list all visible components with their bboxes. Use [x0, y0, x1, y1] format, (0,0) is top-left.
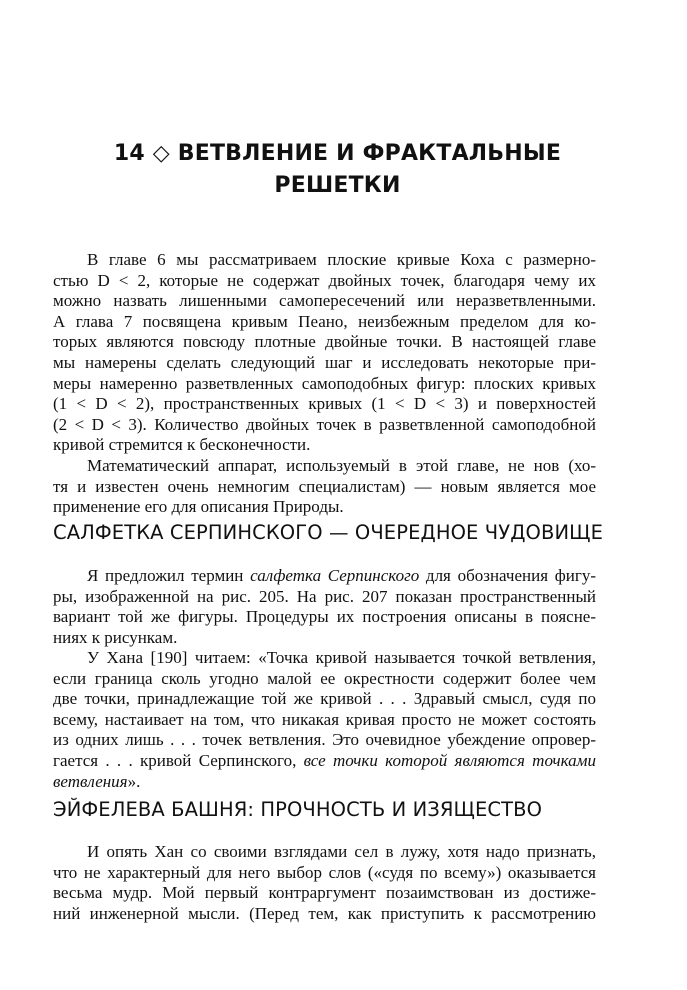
- text-line: [53, 772, 596, 793]
- text-segment: для обозначения фигу-: [419, 566, 597, 585]
- text-segment: Я предложил термин: [87, 566, 251, 585]
- text-line: торых являются повсюду плотные двойные точки. В настоящей главе: [53, 332, 596, 352]
- text-line: ниях к рисункам.: [53, 627, 178, 647]
- text-line: можно назвать лишенными самопересечений или неразветвленными.: [53, 291, 596, 311]
- text-line: (2 < D < 3). Количество двойных точек в разветвленной самоподобной: [53, 414, 596, 434]
- text-line: весьма мудр. Мой первый контраргумент позаимствован из достиже-: [53, 883, 596, 903]
- text-line: И опять Хан со своими взглядами сел в лужу, хотя надо признать,: [87, 842, 596, 861]
- text-line: стью D < 2, которые не содержат двойных точек, благодаря чему их: [53, 270, 596, 290]
- text-line: Математический аппарат, используемый в этой главе, не нов (хо-: [87, 456, 596, 475]
- text-line: ний инженерной мысли. (Перед тем, как приступить к рассмотрению: [53, 903, 596, 923]
- text-line: (1 < D < 2), пространственных кривых (1 < D < 3) и поверхностей: [53, 394, 596, 414]
- emphasis: все точки которой являются точками: [303, 750, 596, 770]
- text-line: [53, 751, 596, 772]
- text-segment: ».: [127, 771, 141, 791]
- emphasis: ветвления: [53, 771, 128, 791]
- intro-paragraph-2: [53, 456, 596, 518]
- text-line: вариант той же фигуры. Процедуры их построения описаны в поясне-: [53, 607, 596, 627]
- text-line: [53, 566, 596, 587]
- text-line: всему, настаивает на том, что никакая кривая просто не может состоять: [53, 709, 596, 729]
- text-line: ры, изображенной на рис. 205. На рис. 207 показан пространственный: [53, 586, 596, 606]
- text-line: меры намеренно разветвленных самоподобных фигур: плоских кривых: [53, 373, 596, 393]
- eiffel-paragraph-1: [53, 842, 596, 924]
- section-heading-sierpinski: САЛФЕТКА СЕРПИНСКОГО — ОЧЕРЕДНОЕ ЧУДОВИЩЕ: [53, 521, 604, 544]
- text-line: А глава 7 посвящена кривым Пеано, неизбежным пределом для ко-: [53, 311, 596, 331]
- text-segment: гается . . . кривой Серпинского,: [53, 750, 304, 770]
- chapter-title: [60, 138, 615, 202]
- text-line: если граница сколь угодно малой ее окрестности содержит более чем: [53, 668, 596, 688]
- text-line: тя и известен очень немногим специалистам) — новым является мое: [53, 476, 596, 496]
- chapter-title-line-2: РЕШЕТКИ: [274, 173, 401, 198]
- sierpinski-paragraph-1: [53, 566, 596, 648]
- intro-paragraph-1: [53, 250, 596, 456]
- text-line: из одних лишь . . . точек ветвления. Это очевидное убеждение опровер-: [53, 730, 596, 750]
- text-line: что не характерный для него выбор слов («судя по всему») оказывается: [53, 862, 596, 882]
- text-line: В главе 6 мы рассматриваем плоские кривые Коха с размерно-: [87, 250, 596, 269]
- sierpinski-paragraph-2: [53, 648, 596, 792]
- text-line: У Хана [190] читаем: «Точка кривой называется точкой ветвления,: [87, 648, 596, 667]
- text-line: применение его для описания Природы.: [53, 497, 344, 517]
- text-line: мы намерены сделать следующий шаг и исследовать некоторые при-: [53, 352, 596, 372]
- text-line: кривой стремится к бесконечности.: [53, 435, 311, 455]
- section-heading-eiffel: ЭЙФЕЛЕВА БАШНЯ: ПРОЧНОСТЬ И ИЗЯЩЕСТВО: [53, 798, 543, 821]
- emphasis: салфетка Серпинского: [250, 566, 420, 585]
- text-line: две точки, принадлежащие той же кривой . . . Здравый смысл, судя по: [53, 689, 596, 709]
- chapter-title-line-1: 14 ◇ ВЕТВЛЕНИЕ И ФРАКТАЛЬНЫЕ: [113, 141, 562, 166]
